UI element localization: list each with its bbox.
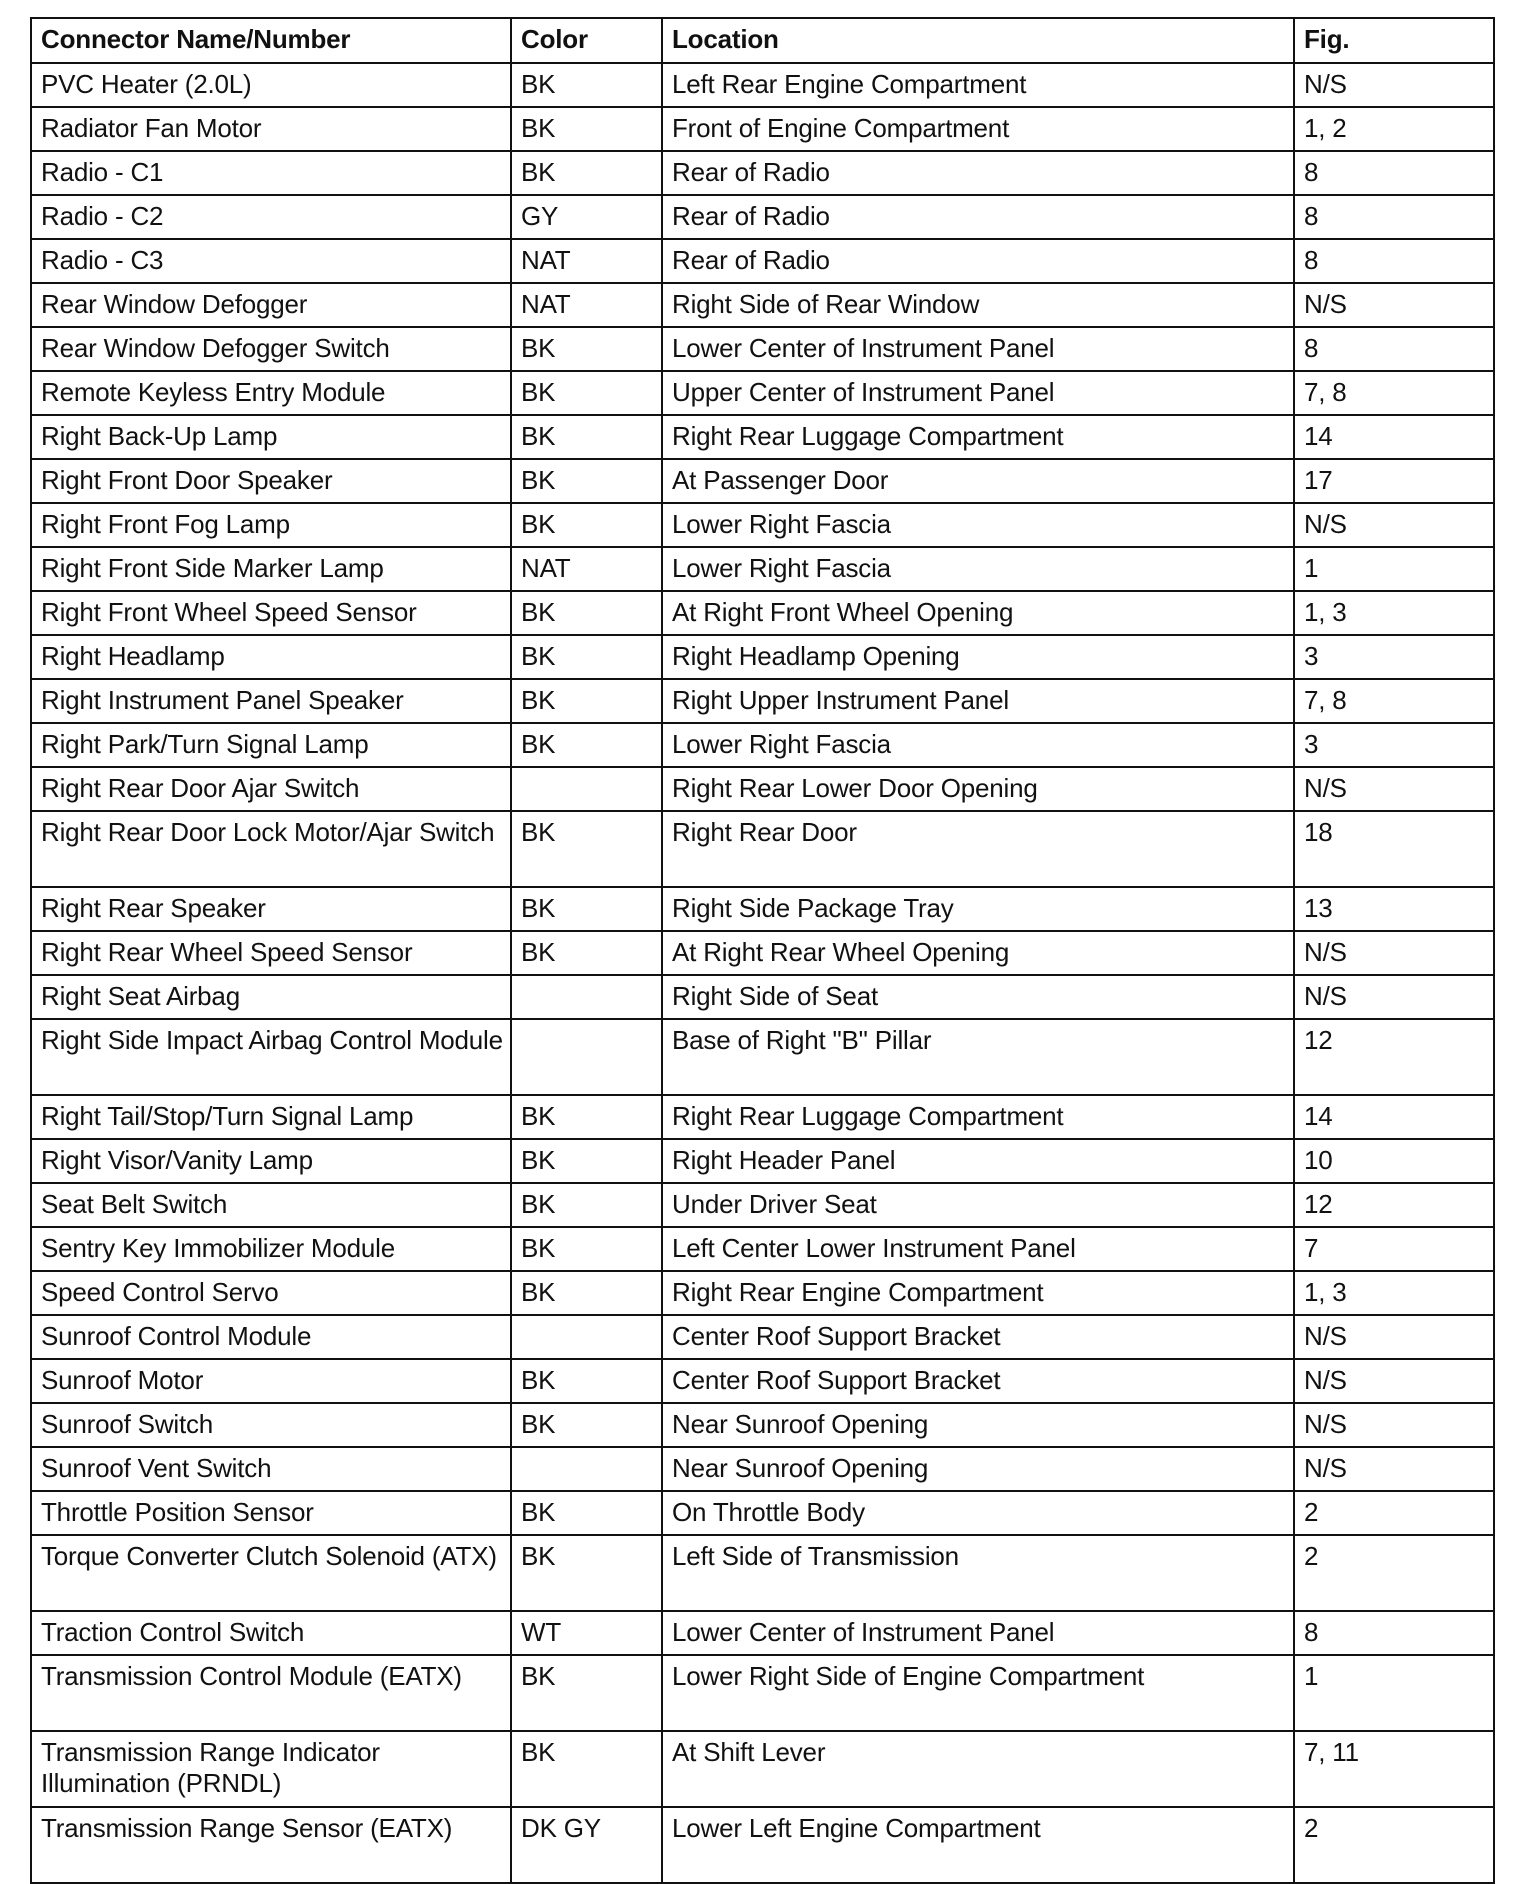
cell-color: BK bbox=[511, 1183, 662, 1227]
cell-connector: Sunroof Motor bbox=[31, 1359, 511, 1403]
cell-color: BK bbox=[511, 415, 662, 459]
cell-connector: Right Front Fog Lamp bbox=[31, 503, 511, 547]
cell-color: BK bbox=[511, 1403, 662, 1447]
table-row bbox=[31, 1359, 1494, 1403]
table-row bbox=[31, 811, 1494, 887]
cell-location: Base of Right "B" Pillar bbox=[662, 1019, 1294, 1095]
cell-location: Center Roof Support Bracket bbox=[662, 1315, 1294, 1359]
cell-color bbox=[511, 767, 662, 811]
table-row bbox=[31, 1139, 1494, 1183]
cell-location: Right Upper Instrument Panel bbox=[662, 679, 1294, 723]
cell-location: Left Side of Transmission bbox=[662, 1535, 1294, 1611]
cell-color: BK bbox=[511, 931, 662, 975]
cell-connector: Right Front Wheel Speed Sensor bbox=[31, 591, 511, 635]
cell-fig: 3 bbox=[1294, 723, 1494, 767]
cell-connector: Seat Belt Switch bbox=[31, 1183, 511, 1227]
connector-table bbox=[30, 17, 1495, 1884]
header-fig: Fig. bbox=[1294, 18, 1494, 63]
cell-location: Center Roof Support Bracket bbox=[662, 1359, 1294, 1403]
cell-connector: Radiator Fan Motor bbox=[31, 107, 511, 151]
table-row bbox=[31, 327, 1494, 371]
cell-location: Lower Center of Instrument Panel bbox=[662, 327, 1294, 371]
cell-color: BK bbox=[511, 679, 662, 723]
cell-fig: N/S bbox=[1294, 1359, 1494, 1403]
cell-connector: Speed Control Servo bbox=[31, 1271, 511, 1315]
cell-location: Left Rear Engine Compartment bbox=[662, 63, 1294, 107]
table-row bbox=[31, 1403, 1494, 1447]
table-row bbox=[31, 1227, 1494, 1271]
cell-connector: Right Rear Door Lock Motor/Ajar Switch bbox=[31, 811, 511, 887]
cell-color: GY bbox=[511, 195, 662, 239]
cell-fig: N/S bbox=[1294, 975, 1494, 1019]
cell-fig: 7, 8 bbox=[1294, 371, 1494, 415]
cell-connector: Torque Converter Clutch Solenoid (ATX) bbox=[31, 1535, 511, 1611]
table-row bbox=[31, 635, 1494, 679]
cell-color: BK bbox=[511, 459, 662, 503]
cell-fig: 7, 8 bbox=[1294, 679, 1494, 723]
cell-connector: Right Seat Airbag bbox=[31, 975, 511, 1019]
cell-fig: N/S bbox=[1294, 931, 1494, 975]
table-row bbox=[31, 931, 1494, 975]
cell-location: At Right Rear Wheel Opening bbox=[662, 931, 1294, 975]
cell-color: NAT bbox=[511, 283, 662, 327]
cell-color: NAT bbox=[511, 239, 662, 283]
table-row bbox=[31, 1183, 1494, 1227]
cell-connector: Sentry Key Immobilizer Module bbox=[31, 1227, 511, 1271]
cell-location: Right Header Panel bbox=[662, 1139, 1294, 1183]
cell-fig: 7, 11 bbox=[1294, 1731, 1494, 1807]
table-row bbox=[31, 1655, 1494, 1731]
table-row bbox=[31, 1447, 1494, 1491]
cell-location: Lower Center of Instrument Panel bbox=[662, 1611, 1294, 1655]
cell-connector: Traction Control Switch bbox=[31, 1611, 511, 1655]
cell-fig: N/S bbox=[1294, 1315, 1494, 1359]
cell-location: Near Sunroof Opening bbox=[662, 1447, 1294, 1491]
table-row bbox=[31, 1535, 1494, 1611]
cell-location: Right Rear Lower Door Opening bbox=[662, 767, 1294, 811]
cell-color: BK bbox=[511, 1491, 662, 1535]
cell-fig: 8 bbox=[1294, 151, 1494, 195]
cell-connector: Throttle Position Sensor bbox=[31, 1491, 511, 1535]
cell-fig: 12 bbox=[1294, 1183, 1494, 1227]
cell-connector: PVC Heater (2.0L) bbox=[31, 63, 511, 107]
cell-fig: 14 bbox=[1294, 415, 1494, 459]
cell-fig: 12 bbox=[1294, 1019, 1494, 1095]
cell-color: BK bbox=[511, 1271, 662, 1315]
cell-location: Lower Right Fascia bbox=[662, 547, 1294, 591]
cell-fig: 8 bbox=[1294, 327, 1494, 371]
cell-connector: Radio - C3 bbox=[31, 239, 511, 283]
table-row bbox=[31, 1807, 1494, 1883]
cell-color: BK bbox=[511, 887, 662, 931]
cell-location: Lower Right Fascia bbox=[662, 723, 1294, 767]
cell-connector: Radio - C1 bbox=[31, 151, 511, 195]
cell-color: BK bbox=[511, 723, 662, 767]
cell-fig: 17 bbox=[1294, 459, 1494, 503]
cell-color: BK bbox=[511, 1227, 662, 1271]
cell-color: BK bbox=[511, 371, 662, 415]
cell-location: Rear of Radio bbox=[662, 195, 1294, 239]
cell-location: Lower Right Fascia bbox=[662, 503, 1294, 547]
cell-connector: Sunroof Control Module bbox=[31, 1315, 511, 1359]
cell-location: Right Rear Luggage Compartment bbox=[662, 1095, 1294, 1139]
cell-connector: Sunroof Vent Switch bbox=[31, 1447, 511, 1491]
cell-fig: 10 bbox=[1294, 1139, 1494, 1183]
table-row bbox=[31, 547, 1494, 591]
cell-color: BK bbox=[511, 151, 662, 195]
cell-location: Right Rear Engine Compartment bbox=[662, 1271, 1294, 1315]
cell-connector: Right Instrument Panel Speaker bbox=[31, 679, 511, 723]
table-row bbox=[31, 723, 1494, 767]
cell-fig: N/S bbox=[1294, 1447, 1494, 1491]
cell-location: Rear of Radio bbox=[662, 151, 1294, 195]
cell-location: At Right Front Wheel Opening bbox=[662, 591, 1294, 635]
cell-location: Right Rear Luggage Compartment bbox=[662, 415, 1294, 459]
header-row bbox=[31, 18, 1494, 63]
cell-location: At Shift Lever bbox=[662, 1731, 1294, 1807]
cell-fig: 13 bbox=[1294, 887, 1494, 931]
table-row bbox=[31, 371, 1494, 415]
cell-location: Right Headlamp Opening bbox=[662, 635, 1294, 679]
cell-color: BK bbox=[511, 811, 662, 887]
cell-color: BK bbox=[511, 1655, 662, 1731]
cell-connector: Right Front Door Speaker bbox=[31, 459, 511, 503]
cell-location: On Throttle Body bbox=[662, 1491, 1294, 1535]
table-row bbox=[31, 151, 1494, 195]
cell-location: Lower Left Engine Compartment bbox=[662, 1807, 1294, 1883]
cell-location: Right Side of Rear Window bbox=[662, 283, 1294, 327]
cell-fig: 1, 3 bbox=[1294, 1271, 1494, 1315]
table-row bbox=[31, 1731, 1494, 1807]
cell-color: NAT bbox=[511, 547, 662, 591]
table-row bbox=[31, 415, 1494, 459]
cell-color: BK bbox=[511, 1095, 662, 1139]
header-location: Location bbox=[662, 18, 1294, 63]
cell-fig: 1, 2 bbox=[1294, 107, 1494, 151]
cell-location: Under Driver Seat bbox=[662, 1183, 1294, 1227]
header-connector: Connector Name/Number bbox=[31, 18, 511, 63]
cell-color: BK bbox=[511, 63, 662, 107]
table-row bbox=[31, 1315, 1494, 1359]
cell-connector: Rear Window Defogger Switch bbox=[31, 327, 511, 371]
cell-fig: N/S bbox=[1294, 767, 1494, 811]
table-row bbox=[31, 1611, 1494, 1655]
cell-fig: 2 bbox=[1294, 1535, 1494, 1611]
cell-color: DK GY bbox=[511, 1807, 662, 1883]
cell-fig: 1 bbox=[1294, 1655, 1494, 1731]
cell-connector: Transmission Range Indicator Illumination (PRNDL) bbox=[31, 1731, 511, 1807]
cell-fig: 8 bbox=[1294, 239, 1494, 283]
cell-color: BK bbox=[511, 327, 662, 371]
cell-color: BK bbox=[511, 1359, 662, 1403]
cell-color: BK bbox=[511, 591, 662, 635]
cell-fig: N/S bbox=[1294, 1403, 1494, 1447]
table-row bbox=[31, 767, 1494, 811]
cell-location: Lower Right Side of Engine Compartment bbox=[662, 1655, 1294, 1731]
table-row bbox=[31, 975, 1494, 1019]
cell-location: Left Center Lower Instrument Panel bbox=[662, 1227, 1294, 1271]
cell-connector: Right Visor/Vanity Lamp bbox=[31, 1139, 511, 1183]
table-row bbox=[31, 107, 1494, 151]
cell-connector: Right Side Impact Airbag Control Module bbox=[31, 1019, 511, 1095]
cell-location: Right Rear Door bbox=[662, 811, 1294, 887]
cell-color: BK bbox=[511, 1731, 662, 1807]
cell-color: BK bbox=[511, 503, 662, 547]
cell-connector: Right Front Side Marker Lamp bbox=[31, 547, 511, 591]
cell-fig: N/S bbox=[1294, 283, 1494, 327]
cell-connector: Right Back-Up Lamp bbox=[31, 415, 511, 459]
cell-fig: 8 bbox=[1294, 1611, 1494, 1655]
cell-connector: Radio - C2 bbox=[31, 195, 511, 239]
table-row bbox=[31, 63, 1494, 107]
cell-location: Rear of Radio bbox=[662, 239, 1294, 283]
cell-connector: Sunroof Switch bbox=[31, 1403, 511, 1447]
cell-fig: 7 bbox=[1294, 1227, 1494, 1271]
cell-connector: Right Tail/Stop/Turn Signal Lamp bbox=[31, 1095, 511, 1139]
cell-color: BK bbox=[511, 1535, 662, 1611]
table-row bbox=[31, 459, 1494, 503]
cell-connector: Right Rear Door Ajar Switch bbox=[31, 767, 511, 811]
cell-color: WT bbox=[511, 1611, 662, 1655]
cell-fig: 14 bbox=[1294, 1095, 1494, 1139]
cell-fig: 1 bbox=[1294, 547, 1494, 591]
table-row bbox=[31, 1019, 1494, 1095]
table-row bbox=[31, 1271, 1494, 1315]
cell-connector: Right Rear Wheel Speed Sensor bbox=[31, 931, 511, 975]
cell-color bbox=[511, 1447, 662, 1491]
cell-fig: N/S bbox=[1294, 503, 1494, 547]
cell-fig: 2 bbox=[1294, 1491, 1494, 1535]
cell-fig: 8 bbox=[1294, 195, 1494, 239]
cell-color: BK bbox=[511, 107, 662, 151]
table-row bbox=[31, 239, 1494, 283]
table-row bbox=[31, 591, 1494, 635]
table-row bbox=[31, 503, 1494, 547]
cell-location: Near Sunroof Opening bbox=[662, 1403, 1294, 1447]
cell-location: Front of Engine Compartment bbox=[662, 107, 1294, 151]
cell-fig: 1, 3 bbox=[1294, 591, 1494, 635]
cell-color bbox=[511, 975, 662, 1019]
cell-location: Right Side of Seat bbox=[662, 975, 1294, 1019]
table-row bbox=[31, 1095, 1494, 1139]
cell-connector: Right Rear Speaker bbox=[31, 887, 511, 931]
header-color: Color bbox=[511, 18, 662, 63]
cell-fig: N/S bbox=[1294, 63, 1494, 107]
cell-connector: Transmission Range Sensor (EATX) bbox=[31, 1807, 511, 1883]
table-row bbox=[31, 195, 1494, 239]
cell-location: At Passenger Door bbox=[662, 459, 1294, 503]
table-row bbox=[31, 1491, 1494, 1535]
cell-connector: Right Park/Turn Signal Lamp bbox=[31, 723, 511, 767]
cell-connector: Right Headlamp bbox=[31, 635, 511, 679]
cell-color bbox=[511, 1019, 662, 1095]
cell-location: Right Side Package Tray bbox=[662, 887, 1294, 931]
table-row bbox=[31, 283, 1494, 327]
cell-connector: Remote Keyless Entry Module bbox=[31, 371, 511, 415]
table-row bbox=[31, 679, 1494, 723]
cell-color: BK bbox=[511, 635, 662, 679]
cell-location: Upper Center of Instrument Panel bbox=[662, 371, 1294, 415]
cell-connector: Transmission Control Module (EATX) bbox=[31, 1655, 511, 1731]
cell-color: BK bbox=[511, 1139, 662, 1183]
cell-fig: 3 bbox=[1294, 635, 1494, 679]
table-row bbox=[31, 887, 1494, 931]
cell-connector: Rear Window Defogger bbox=[31, 283, 511, 327]
cell-fig: 2 bbox=[1294, 1807, 1494, 1883]
cell-fig: 18 bbox=[1294, 811, 1494, 887]
cell-color bbox=[511, 1315, 662, 1359]
